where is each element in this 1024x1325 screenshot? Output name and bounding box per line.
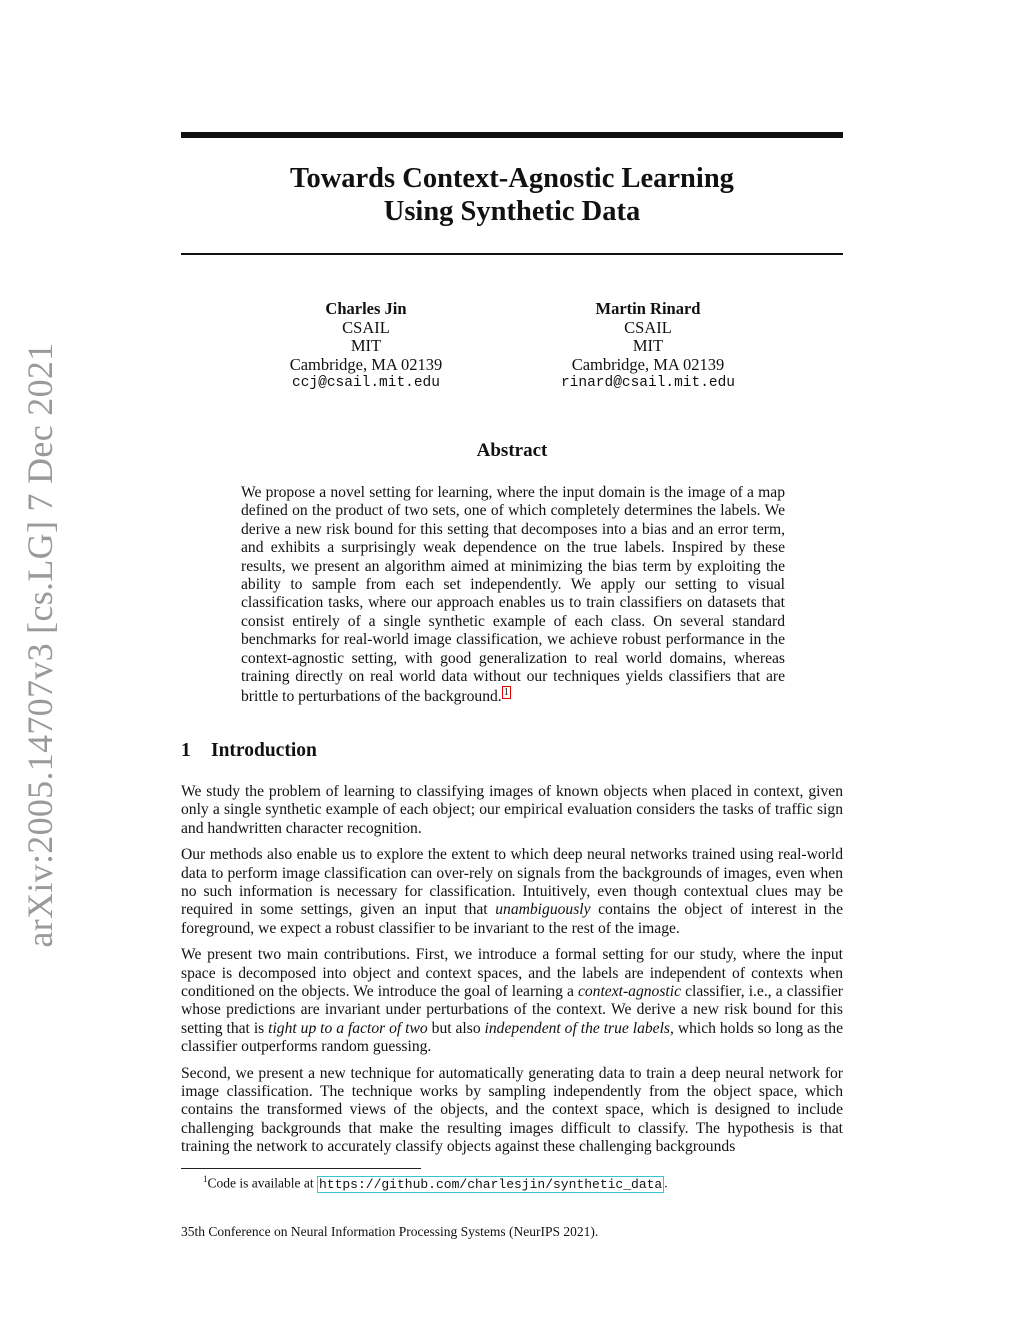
section-title: Introduction — [211, 740, 317, 761]
emphasis: independent of the true labels — [484, 1019, 671, 1037]
title-bottom-rule — [181, 253, 843, 255]
author-block-1 — [216, 300, 516, 393]
venue-note: 35th Conference on Neural Information Processing Systems (NeurIPS 2021). — [181, 1224, 599, 1239]
author-name: Charles Jin — [325, 299, 407, 318]
paragraph: Second, we present a new technique for automatically generating data to train a deep neural network for image classification. The technique works by sampling independently from the object space, which contains the transformed views of the objects, and the context space, which is designed to include challenging backgrounds that make the resulting images difficult to classify. The hypothesis is that training the network to accurately classify objects against these challenging backgrounds — [181, 1064, 843, 1155]
author-dept: CSAIL — [342, 317, 390, 337]
text: classifier, i.e., a classifier whose predictions are invariant under perturbations of the context. We derive a new risk bound for this setting that is — [181, 982, 843, 1037]
text: , which holds so long as the classifier outperforms random guessing. — [181, 1019, 843, 1055]
footnote-text: Code is available at — [207, 1175, 317, 1191]
author-city: Cambridge, MA 02139 — [289, 354, 443, 374]
author-block-2 — [498, 300, 798, 393]
author-org: MIT — [632, 336, 664, 355]
title-line-1: Towards Context-Agnostic Learning — [290, 163, 734, 194]
section-heading-introduction — [181, 740, 317, 762]
author-email[interactable]: rinard@csail.mit.edu — [560, 375, 736, 391]
title-line-2: Using Synthetic Data — [383, 196, 641, 227]
footnote-rule — [181, 1168, 421, 1169]
footnote-marker: 1 — [203, 1174, 208, 1184]
author-org: MIT — [350, 336, 382, 355]
abstract-body: We propose a novel setting for learning, where the input domain is the image of a map defined on the product of two sets, one of which completely determines the labels. We derive a new risk bound for this setting that decomposes into a bias and an error term, and exhibits a surprisingly weak dependence on the true labels. Inspired by these results, we present an algorithm aimed at minimizing the bias term by exploiting the ability to sample from each set independently. We apply our setting to visual classification tasks, where our approach enables us to train classifiers on datasets that consist entirely of a single synthetic example of each class. On several standard benchmarks for real-world image classification, we achieve robust performance in the context-agnostic setting, with good generalization to real world domains, whereas training directly on real world data without our techniques yields classifiers that are brittle to perturbations of the background. — [241, 484, 785, 706]
paragraph — [181, 846, 843, 937]
arxiv-identifier: arXiv:2005.14707v3 [cs.LG] 7 Dec 2021 — [20, 342, 60, 948]
author-name: Martin Rinard — [595, 299, 701, 318]
title-top-rule — [181, 132, 843, 138]
emphasis: unambiguously — [495, 901, 591, 919]
author-email[interactable]: ccj@csail.mit.edu — [292, 375, 440, 391]
footnote-end: . — [664, 1175, 668, 1191]
section-number: 1 — [181, 740, 191, 761]
emphasis: context-agnostic — [577, 982, 682, 1000]
text: but also — [427, 1019, 485, 1037]
text: We present two main contributions. First, we introduce a formal setting for our study, where the input space is decomposed into object and context spaces, and the labels are independent of contexts when conditioned on the objects. We introduce the goal of learning a — [181, 946, 843, 1000]
text: Our methods also enable us to explore the extent to which deep neural networks trained using real-world data to perform image classification can over-rely on signals from the backgrounds of images, even when no such information is necessary for classification. Intuitively, even though contextual clues may be required in some settings, given an input that — [181, 846, 843, 919]
footnote-link[interactable]: 1 — [503, 687, 509, 699]
emphasis: tight up to a factor of two — [268, 1019, 428, 1037]
author-city: Cambridge, MA 02139 — [571, 354, 725, 374]
footnote — [203, 1174, 668, 1192]
code-repository-link[interactable]: https://github.com/charlesjin/synthetic_data — [318, 1176, 663, 1192]
abstract-heading: Abstract — [476, 440, 548, 461]
paper-title — [181, 162, 843, 228]
text: contains the object of interest in the foreground, we expect a robust classifier to be invariant to the rest of the image. — [181, 901, 843, 937]
paragraph — [181, 946, 843, 1056]
author-dept: CSAIL — [624, 317, 672, 337]
paragraph: We study the problem of learning to classifying images of known objects when placed in context, given only a single synthetic example of each object; our empirical evaluation considers the tasks of traffic sign and handwritten character recognition. — [181, 783, 843, 837]
introduction-body — [181, 783, 843, 1165]
abstract-text — [241, 484, 785, 707]
